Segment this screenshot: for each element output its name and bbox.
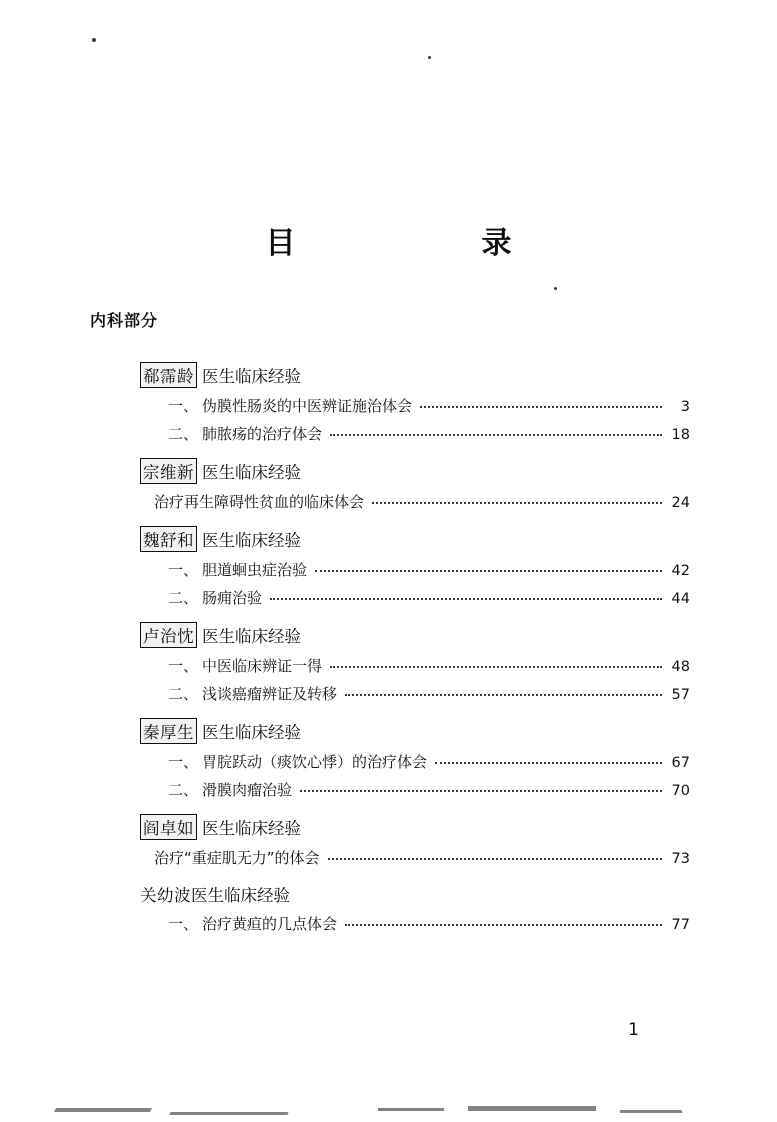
doctor-name-suffix: 医生临床经验 — [202, 627, 301, 646]
toc-leader-dots — [330, 434, 662, 436]
doctor-name-suffix: 医生临床经验 — [191, 886, 290, 905]
scan-smudge — [620, 1110, 683, 1113]
toc-entry-title: 伪膜性肠炎的中医辨证施治体会 — [202, 397, 413, 415]
toc-group-title — [140, 814, 690, 840]
toc-entry-page: 24 — [671, 495, 690, 511]
toc-leader-dots — [345, 694, 662, 696]
toc-entry-number: 二、 — [168, 685, 199, 703]
toc-group — [90, 526, 690, 608]
toc-entry-page: 67 — [671, 755, 690, 771]
scan-speck — [92, 38, 96, 42]
toc-entry-number: 二、 — [168, 781, 199, 799]
toc-entry-page: 3 — [680, 399, 690, 415]
toc-entry-title: 胃脘跃动（痰饮心悸）的治疗体会 — [202, 753, 428, 771]
toc-entry-title: 肠痈治验 — [202, 589, 263, 607]
toc-group-title — [140, 526, 690, 552]
toc-leader-dots — [328, 858, 662, 860]
doctor-name-suffix: 医生临床经验 — [202, 819, 301, 838]
toc-entry[interactable] — [90, 559, 690, 580]
doctor-name: 宗维新 — [140, 458, 197, 484]
toc-entry-title: 胆道蛔虫症治验 — [202, 561, 308, 579]
toc-group — [90, 882, 690, 934]
doctor-name-suffix: 医生临床经验 — [202, 723, 301, 742]
toc-entry-page: 42 — [671, 563, 690, 579]
toc-entry-number: 一、 — [168, 753, 199, 771]
toc-group — [90, 362, 690, 444]
toc-entry-title: 滑膜肉瘤治验 — [202, 781, 293, 799]
toc-entry[interactable] — [90, 683, 690, 704]
doctor-name: 阎卓如 — [140, 814, 197, 840]
section-heading: 内科部分 — [90, 311, 159, 330]
toc-entry-page: 48 — [671, 659, 690, 675]
toc-entry-number: 一、 — [168, 915, 199, 933]
toc-entry[interactable] — [90, 751, 690, 772]
toc-group — [90, 814, 690, 868]
toc-leader-dots — [330, 666, 662, 668]
doctor-name-suffix: 医生临床经验 — [202, 367, 301, 386]
toc-leader-dots — [345, 924, 662, 926]
toc-entry-page: 44 — [671, 591, 690, 607]
scan-smudge — [169, 1112, 288, 1115]
doctor-name: 秦厚生 — [140, 718, 197, 744]
toc-entry[interactable] — [90, 395, 690, 416]
table-of-contents — [90, 348, 690, 941]
toc-leader-dots — [435, 762, 662, 764]
toc-entry[interactable] — [90, 655, 690, 676]
doctor-name-suffix: 医生临床经验 — [202, 463, 301, 482]
toc-entry-number: 一、 — [168, 397, 199, 415]
toc-group-title — [140, 882, 690, 906]
toc-group-title — [140, 362, 690, 388]
scan-smudge — [54, 1108, 152, 1112]
toc-entry[interactable] — [90, 913, 690, 934]
toc-leader-dots — [300, 790, 662, 792]
toc-entry-title: 治疗再生障碍性贫血的临床体会 — [154, 493, 365, 511]
doctor-name: 郗霈龄 — [140, 362, 197, 388]
scan-smudge — [468, 1106, 596, 1111]
toc-entry[interactable] — [90, 423, 690, 444]
toc-leader-dots — [420, 406, 662, 408]
page-title: 目 录 — [265, 226, 554, 261]
toc-entry-title: 浅谈癌瘤辨证及转移 — [202, 685, 338, 703]
toc-entry-page: 70 — [671, 783, 690, 799]
doctor-name: 卢治忱 — [140, 622, 197, 648]
toc-entry[interactable] — [90, 587, 690, 608]
toc-group — [90, 718, 690, 800]
toc-leader-dots — [372, 502, 662, 504]
toc-entry-title: 肺脓疡的治疗体会 — [202, 425, 323, 443]
toc-entry[interactable] — [90, 847, 690, 868]
toc-leader-dots — [270, 598, 662, 600]
toc-group — [90, 622, 690, 704]
toc-entry-number: 一、 — [168, 561, 199, 579]
toc-entry[interactable] — [90, 491, 690, 512]
doctor-name: 关幼波 — [140, 886, 191, 905]
toc-entry[interactable] — [90, 779, 690, 800]
scan-speck — [554, 287, 557, 290]
toc-group-title — [140, 718, 690, 744]
toc-entry-page: 73 — [671, 851, 690, 867]
toc-entry-page: 18 — [671, 427, 690, 443]
toc-entry-page: 57 — [671, 687, 690, 703]
toc-group-title — [140, 458, 690, 484]
scan-speck — [428, 56, 431, 59]
toc-entry-number: 二、 — [168, 589, 199, 607]
scan-smudge — [378, 1108, 444, 1111]
toc-entry-number: 一、 — [168, 657, 199, 675]
toc-entry-number: 二、 — [168, 425, 199, 443]
toc-entry-title: 治疗黄疸的几点体会 — [202, 915, 338, 933]
doctor-name: 魏舒和 — [140, 526, 197, 552]
toc-group — [90, 458, 690, 512]
toc-entry-title: 治疗“重症肌无力”的体会 — [154, 849, 320, 867]
toc-entry-page: 77 — [671, 917, 690, 933]
toc-entry-title: 中医临床辨证一得 — [202, 657, 323, 675]
doctor-name-suffix: 医生临床经验 — [202, 531, 301, 550]
toc-group-title — [140, 622, 690, 648]
toc-leader-dots — [315, 570, 662, 572]
page-number: 1 — [628, 1020, 639, 1040]
